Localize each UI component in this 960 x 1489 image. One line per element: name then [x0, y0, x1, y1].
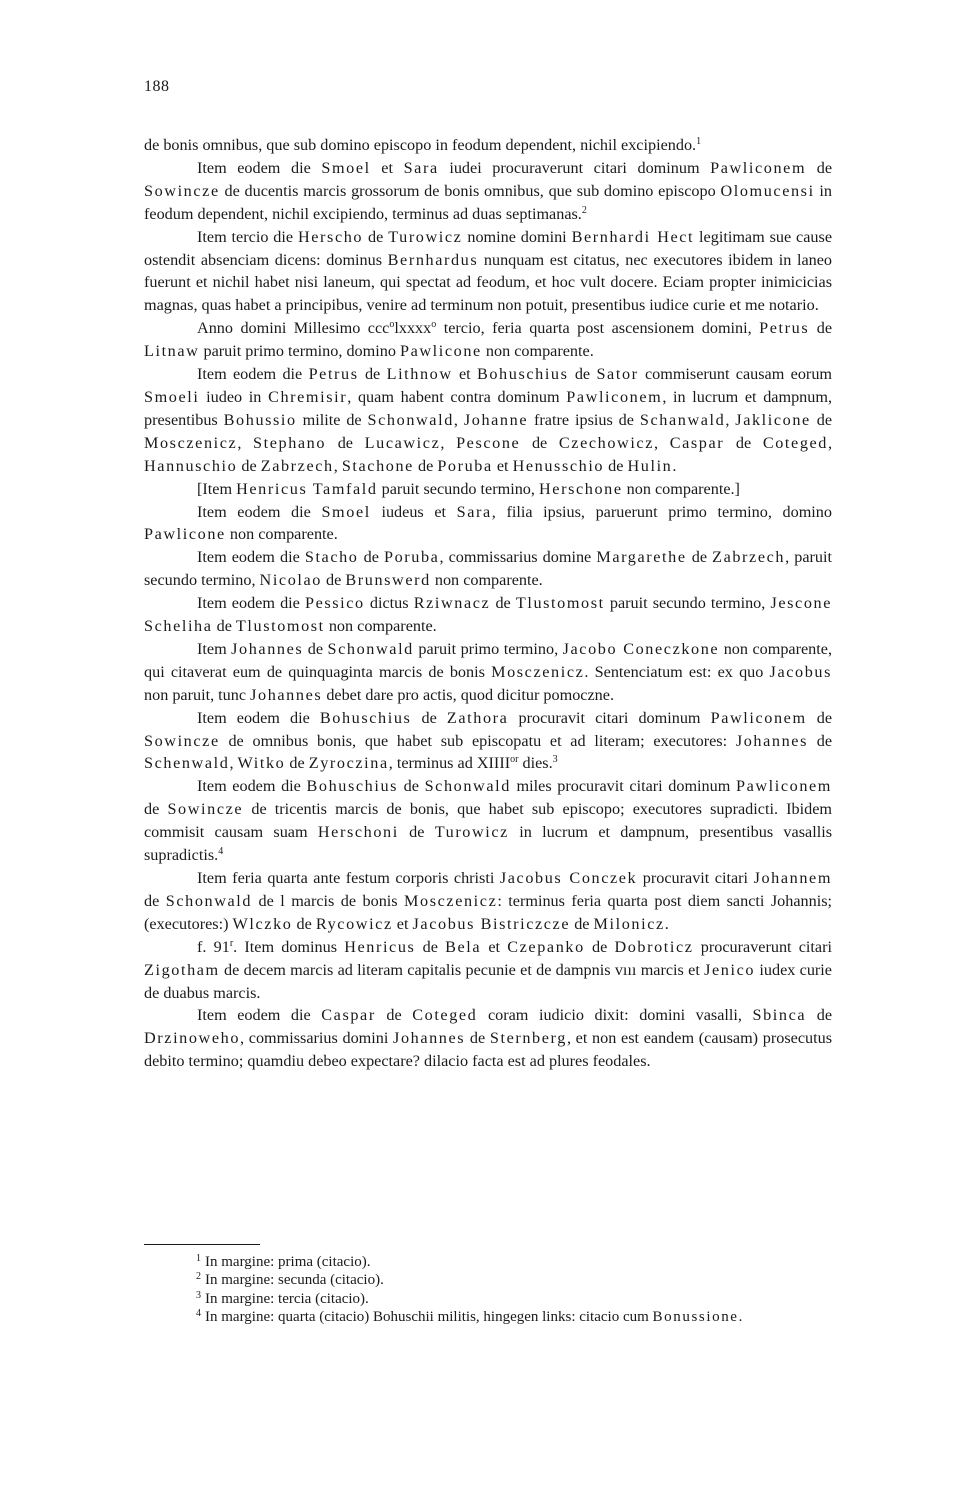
person-name: Johannes: [735, 731, 808, 750]
person-name: Bohuschius: [476, 365, 569, 384]
text-run: , commissarius domine: [439, 548, 597, 567]
paragraph-8: [144, 546, 832, 592]
person-name: Wlczko: [232, 914, 293, 933]
place-name: Lucawicz: [364, 433, 441, 452]
footnote-text: In margine: prima (citacio).: [205, 1254, 371, 1270]
text-run: de decem marcis ad literam capitalis pecunie et de dampnis vııı marcis et: [219, 960, 705, 979]
text-run: de: [322, 571, 346, 590]
text-run: de: [806, 708, 833, 727]
text-run: et: [452, 365, 477, 384]
person-name: Johanne: [463, 410, 529, 429]
text-run: paruit primo termino, domino: [199, 342, 400, 361]
place-name: Coteged: [412, 1006, 478, 1025]
person-name: Bonussione: [652, 1308, 739, 1325]
person-name: Stephano: [253, 433, 327, 452]
paragraph-14: [144, 936, 832, 1005]
text-run: de: [810, 410, 833, 429]
text-run: .: [664, 914, 669, 933]
paragraph-11: [144, 707, 832, 776]
person-name: Johannes: [250, 685, 323, 704]
text-run: , paruit secundo termino,: [144, 548, 832, 590]
paragraph-9: [144, 592, 832, 638]
place-name: Tlustomost: [235, 617, 325, 636]
text-run: Item eodem die: [197, 502, 322, 521]
person-name: Jaklicone: [735, 410, 811, 429]
person-name: Bernhardus: [387, 250, 479, 269]
person-name: Jacobus Conczek: [499, 869, 638, 887]
text-run: et: [481, 937, 508, 956]
paragraph-6: [144, 478, 832, 501]
text-run: iudei procuraverunt citari dominum: [438, 158, 711, 177]
text-run: miles procuravit citari dominum: [510, 777, 736, 796]
text-run: milite de: [296, 410, 368, 429]
person-name: Smoel: [321, 158, 371, 177]
footnote-mark: 1: [196, 1253, 201, 1264]
footnote-mark: 3: [196, 1289, 201, 1301]
paragraph-5: [144, 363, 832, 478]
person-name: Johannes: [231, 639, 304, 658]
paragraph-2: [144, 157, 832, 226]
text-run: nunquam est citatus, nec executores ibidem in laneo fuerunt et nichil habet nisi laneum, qui spectat ad feodum, et hoc vult docere. Eciam propter inimicicias magnas, quas habet a principibus, venire ad terminum non potuit, presentibus iudice curie et me notario.: [144, 250, 833, 315]
place-name: Coteged: [762, 433, 828, 452]
person-name: Sbinca: [752, 1006, 807, 1025]
place-name: Mosczenicz: [144, 433, 238, 452]
text-run: de: [724, 433, 763, 452]
place-name: Zathora: [446, 708, 509, 727]
place-name: Zabrzech: [260, 456, 334, 475]
person-name: Henusschio: [512, 456, 605, 475]
person-name: Pawliconem: [566, 387, 663, 406]
text-run: de: [363, 227, 389, 246]
text-run: dies.: [518, 754, 553, 773]
footnote-2: [144, 1271, 832, 1289]
person-name: Caspar: [669, 433, 725, 452]
text-run: Item eodem die: [197, 365, 309, 384]
person-name: Smoeli: [144, 387, 200, 406]
person-name: Bohussio: [223, 410, 297, 429]
text-run: de: [358, 365, 387, 384]
text-run: de: [808, 731, 833, 750]
text-run: de tricentis marcis de bonis, que habet sub episcopo; executores supradicti. Ibidem commisit causam suam: [144, 800, 832, 842]
text-run: de: [604, 456, 628, 475]
text-run: , terminus ad XIIII: [388, 754, 511, 773]
person-name: Herschoni: [317, 823, 399, 842]
text-run: Item eodem die: [197, 708, 320, 727]
footnote-3: [144, 1290, 832, 1308]
footnote-mark: 2: [196, 1271, 201, 1283]
text-run: de: [490, 594, 516, 613]
text-run: Item eodem die: [197, 548, 305, 567]
text-run: : terminus feria quarta post diem sancti Johannis; (executores:): [144, 891, 832, 933]
place-name: Chremisir: [268, 387, 348, 406]
footnote-ref: 3: [552, 754, 558, 766]
footnote-ref: 2: [581, 204, 587, 216]
text-run: de: [806, 158, 833, 177]
text-run: de l marcis de bonis: [252, 891, 405, 910]
text-run: de: [806, 1006, 833, 1025]
person-name: Witko: [237, 754, 286, 773]
text-run: de: [303, 639, 328, 658]
person-name: Sara: [403, 158, 439, 177]
text-run: Item eodem die: [197, 1006, 322, 1025]
text-run: non comparente.: [324, 617, 437, 636]
text-run: tercio, feria quarta post ascensionem domini,: [436, 319, 760, 338]
superscript: o: [389, 319, 395, 331]
text-run: procuraverunt citari: [693, 937, 832, 956]
superscript: r: [229, 937, 234, 949]
text-run: ,: [440, 433, 457, 452]
place-name: Bela: [445, 937, 482, 956]
footnote-text: In margine: quarta (citacio) Bohuschii militis, hingegen links: citacio cum: [205, 1308, 653, 1325]
place-name: Hulin: [627, 456, 673, 475]
person-name: Jacobus: [769, 662, 832, 681]
person-name: Johannem: [753, 869, 833, 887]
text-run: de omnibus bonis, que habet sub episcopatu et ad literam; executores:: [219, 731, 736, 750]
person-name: Bernhardi Hect: [571, 227, 695, 246]
footnote-ref: 1: [696, 136, 702, 147]
place-name: Turowicz: [388, 227, 463, 246]
text-run: fratre ipsius de: [528, 410, 640, 429]
text-run: ,: [333, 456, 342, 475]
place-name: Mosczenicz: [491, 662, 585, 681]
text-run: non paruit, tunc: [144, 685, 251, 704]
place-name: Schanwald: [639, 410, 726, 429]
place-name: Zyroczina: [308, 754, 389, 773]
person-name: Smoel: [321, 502, 371, 521]
text-run: iudeo in: [199, 387, 269, 406]
text-run: de: [413, 456, 438, 475]
text-run: ,: [237, 433, 254, 452]
text-run: in lucrum et dampnum, presentibus vasallis supradictis.: [144, 823, 832, 865]
place-name: Schonwald: [424, 777, 511, 796]
paragraph-7: [144, 501, 832, 547]
page-number: 188: [144, 78, 170, 95]
place-name: Olomucensi: [720, 181, 815, 200]
person-name: Petrus: [308, 365, 359, 384]
person-name: Jenico: [704, 960, 756, 979]
paragraph-10: [144, 638, 832, 707]
place-name: Milonicz: [593, 914, 665, 933]
place-name: Brunswerd: [345, 571, 431, 590]
person-name: Zigotham: [144, 960, 220, 979]
text-run: de: [584, 937, 615, 956]
text-run: paruit secundo termino,: [604, 594, 771, 613]
person-name: Henricus Tamfald: [236, 479, 378, 498]
text-run: . Item dominus: [233, 937, 345, 956]
person-name: Margarethe: [596, 548, 687, 567]
text-run: de: [144, 891, 166, 910]
place-name: Czechowicz: [558, 433, 654, 452]
text-run: de: [398, 823, 435, 842]
text-run: de: [212, 617, 236, 636]
text-run: , in lucrum et dampnum, presentibus: [144, 387, 832, 429]
person-name: Czepanko: [507, 937, 585, 956]
place-name: Drzinoweho: [144, 1029, 241, 1048]
place-name: Lithnow: [386, 365, 453, 384]
text-run: Item: [197, 639, 232, 658]
text-run: de: [292, 914, 316, 933]
paragraph-12: [144, 775, 832, 867]
person-name: Jacobo Coneczkone: [562, 639, 720, 658]
place-name: Rycowicz: [315, 914, 393, 933]
person-name: Pawliconem: [735, 777, 832, 796]
text-run: de: [465, 1029, 490, 1048]
place-name: Poruba: [383, 548, 440, 567]
text-run: et: [392, 914, 413, 933]
text-run: ,: [229, 754, 238, 773]
place-name: Schenwald: [144, 754, 230, 773]
text-run: nomine domini: [462, 227, 572, 246]
text-run: ,: [453, 410, 464, 429]
text-run: non comparente.: [481, 342, 594, 361]
text-run: iudex curie de duabus marcis.: [144, 960, 832, 1002]
body-text: [144, 134, 832, 1073]
person-name: Nicolao: [259, 571, 322, 590]
text-run: commiserunt causam eorum: [638, 365, 833, 384]
place-name: Dobroticz: [614, 937, 694, 956]
footnote-ref: 4: [218, 846, 224, 858]
place-name: Poruba: [437, 456, 493, 475]
person-name: Jacobus Bistriczcze: [412, 914, 571, 933]
text-run: , et non est eandem (causam) prosecutus debito termino; quamdiu debeo expectare? dilacio facta est ad plures feodales.: [144, 1029, 832, 1071]
text-run: Anno domini Millesimo ccc: [197, 319, 390, 338]
place-name: Mosczenicz: [404, 891, 498, 910]
place-name: Sowincze: [144, 731, 220, 750]
place-name: Sternberg: [489, 1029, 567, 1048]
text-run: de: [398, 777, 425, 796]
superscript: or: [510, 754, 519, 766]
person-name: Bohuschius: [319, 708, 412, 727]
text-run: paruit primo termino,: [413, 639, 563, 658]
text-run: , filia ipsius, paruerunt primo termino, domino: [491, 502, 832, 521]
text-run: procuravit citari dominum: [508, 708, 711, 727]
person-name: Bohuschius: [306, 777, 399, 796]
text-run: de ducentis marcis grossorum de bonis omnibus, que sub domino episcopo: [219, 181, 721, 200]
text-run: de: [144, 800, 168, 819]
text-run: debet dare pro actis, quod dicitur pomoczne.: [322, 685, 614, 704]
text-run: Item eodem die: [197, 158, 322, 177]
text-run: non comparente, qui citaverat eum de quinquaginta marcis de bonis: [144, 639, 833, 681]
text-run: de: [520, 433, 559, 452]
place-name: Schonwald: [327, 639, 414, 658]
paragraph-4: [144, 317, 832, 363]
text-run: Item tercio die: [197, 227, 298, 246]
superscript: o: [431, 319, 437, 331]
person-name: Johannes: [393, 1029, 466, 1048]
text-run: Item eodem die: [197, 594, 305, 613]
text-run: .: [672, 456, 677, 475]
paragraph-3: [144, 226, 832, 318]
place-name: Tlustomost: [515, 594, 605, 613]
text-run: Item eodem die: [197, 777, 307, 796]
person-name: Rziwnacz: [413, 594, 491, 613]
person-name: Pawliconem: [710, 158, 807, 177]
place-name: Sowincze: [167, 800, 244, 819]
footnote-divider: [144, 1244, 260, 1245]
footnotes: [144, 1253, 832, 1326]
text-run: de: [686, 548, 713, 567]
text-run: de: [375, 1006, 413, 1025]
place-name: Schonwald: [165, 891, 253, 910]
footnote-text: In margine: tercia (citacio).: [205, 1290, 369, 1307]
person-name: Caspar: [321, 1006, 376, 1025]
text-run: de: [326, 433, 365, 452]
place-name: Zabrzech: [712, 548, 786, 567]
person-name: Henricus: [344, 937, 416, 956]
text-run: et: [370, 158, 404, 177]
place-name: Litnaw: [144, 342, 200, 361]
text-run: de: [809, 319, 833, 338]
text-run: paruit secundo termino,: [377, 479, 539, 498]
place-name: Sowincze: [144, 181, 220, 200]
text-run: de: [415, 937, 446, 956]
text-run: lxxxx: [394, 319, 432, 338]
text-run: de: [568, 365, 597, 384]
text-run: et: [492, 456, 513, 475]
footnote-mark: 4: [196, 1307, 201, 1319]
text-run: de: [358, 548, 384, 567]
text-run: de: [285, 754, 309, 773]
text-run: de bonis omnibus, que sub domino episcopo in feodum dependent, nichil excipiendo.: [144, 136, 697, 154]
text-run: [Item: [197, 479, 237, 498]
text-run: Item feria quarta ante festum corporis christi: [197, 869, 500, 887]
text-run: de: [570, 914, 594, 933]
text-run: procuravit citari: [637, 869, 754, 887]
text-run: non comparente.: [430, 571, 543, 590]
person-name: Stachone: [341, 456, 414, 475]
person-name: Hannuschio: [144, 456, 238, 475]
person-name: Herschone: [539, 479, 623, 498]
paragraph-13: [144, 867, 832, 936]
text-run: non comparente.]: [622, 479, 740, 498]
person-name: Herscho: [297, 227, 364, 246]
footnote-text: In margine: secunda (citacio).: [205, 1272, 384, 1289]
text-run: dictus: [364, 594, 414, 613]
footnote-1: [144, 1253, 832, 1271]
person-name: Stacho: [304, 548, 359, 567]
person-name: Pawlicone: [144, 525, 226, 544]
text-run: . Sentenciatum est: ex quo: [584, 662, 770, 681]
person-name: Pawlicone: [399, 342, 482, 361]
person-name: Petrus: [759, 319, 810, 338]
text-run: coram iudicio dixit: domini vasalli,: [477, 1006, 753, 1025]
person-name: Pessico: [304, 594, 365, 613]
text-run: ,: [725, 410, 736, 429]
text-run: de: [237, 456, 261, 475]
person-name: Sara: [456, 502, 492, 521]
place-name: Sator: [596, 365, 639, 384]
footnote-text-end: .: [738, 1308, 743, 1325]
place-name: Schonwald: [367, 410, 454, 429]
text-run: in feodum dependent, nichil excipiendo, terminus ad duas septimanas.: [144, 181, 833, 223]
text-run: f. 91: [197, 937, 230, 956]
text-run: , quam habent contra dominum: [347, 387, 567, 406]
place-name: Turowicz: [434, 823, 509, 842]
text-run: de: [411, 708, 447, 727]
text-run: non comparente.: [225, 525, 338, 544]
paragraph-1: [144, 134, 832, 157]
text-run: , commissarius domini: [240, 1029, 394, 1048]
footnote-4: [144, 1308, 832, 1326]
person-name: Jescone Scheliha: [144, 594, 832, 636]
text-run: ,: [828, 433, 833, 452]
paragraph-15: [144, 1004, 832, 1073]
person-name: Pescone: [456, 433, 521, 452]
text-run: iudeus et: [370, 502, 457, 521]
person-name: Pawliconem: [710, 708, 807, 727]
text-run: ,: [654, 433, 670, 452]
text-run: legitimam sue cause ostendit absenciam dicens: dominus: [144, 227, 833, 269]
